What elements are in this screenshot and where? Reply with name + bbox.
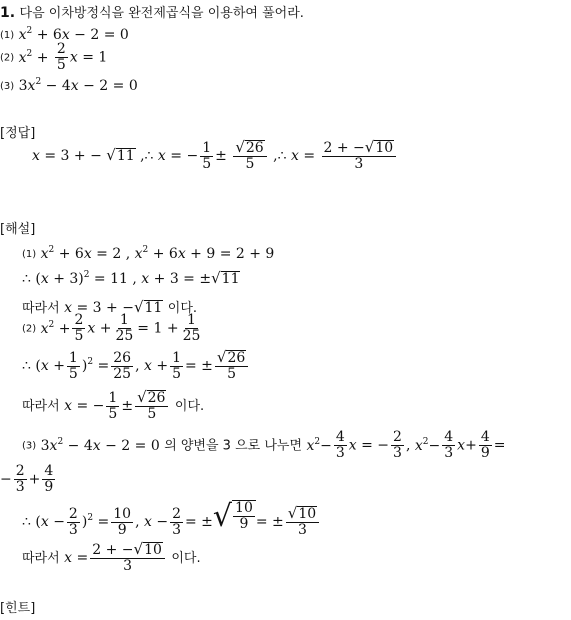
answer-separator: ,∴ bbox=[273, 148, 287, 164]
therefore-text: 따라서 bbox=[22, 551, 60, 566]
hint-header: [힌트] bbox=[0, 601, 36, 616]
explanation-p3-line2: − $\frac{2}{3}$ + $\frac{4}{9}$ bbox=[0, 463, 54, 495]
item-tag: (3) bbox=[0, 81, 15, 92]
answer-separator: ,∴ bbox=[140, 148, 154, 164]
explanation-p3-line1: (3) $3x^2 - 4x - 2 = 0$ 의 양변을 3 으로 나누면 $x^2-$ $\frac{4}{3}$ x = − $\frac{2}{3}$ , $x^2-$ $\frac{4}{3}$ x+ $\frac{4}{9}$ = bbox=[22, 429, 506, 461]
explanation-p1-line3: 따라서 x = 3 + − √ 11 이다. bbox=[22, 298, 198, 316]
problem-item-1: (1) $x^2 + 6x - 2 = 0$ bbox=[0, 26, 129, 43]
ida-text: 이다. bbox=[167, 301, 198, 316]
answer-header: [정답] bbox=[0, 126, 36, 141]
explanation-p2-line3: 따라서 x = − $\frac{1}{5}$ ± √ 26 5 이다. bbox=[22, 388, 205, 422]
item-tag: (2) bbox=[0, 52, 15, 64]
answer-line: x = 3 + − √ 11 ,∴ x = − $\frac{1}{5}$ ± √ 26 5 ,∴ x = 2 + − √ 10 3 bbox=[32, 140, 398, 172]
explanation-p2-line2: ∴ (x + $\frac{1}{5}$ )$^2$ = $\frac{26}{25}$ , x + $\frac{1}{5}$ = ± √ 26 5 bbox=[22, 350, 250, 382]
explanation-p2-line1: (2) $x^2$ + $\frac{2}{5}$ x + $\frac{1}{25}$ = 1 + $\frac{1}{25}$ bbox=[22, 312, 201, 344]
explanation-p3-line3: ∴ (x − $\frac{2}{3}$ )$^2$ = $\frac{10}{9}$ , x − $\frac{2}{3}$ = ± √ $\frac{10}{9}$ = ± √ 10 3 bbox=[22, 500, 321, 538]
problem-instruction: 다음 이차방정식을 완전제곱식을 이용하여 풀어라. bbox=[19, 6, 304, 21]
problem-title bbox=[0, 2, 304, 21]
item-tag: (3) bbox=[22, 440, 37, 452]
p3-text: 의 양변을 3 으로 나누면 bbox=[164, 438, 303, 454]
ida-text: 이다. bbox=[171, 551, 201, 566]
explanation-p1-line2: ∴ $(x + 3)^2 = 11$ , x + 3 = ± √ 11 bbox=[22, 269, 240, 287]
ida-text: 이다. bbox=[174, 399, 205, 414]
therefore-text: 따라서 bbox=[22, 301, 60, 316]
therefore-text: 따라서 bbox=[22, 399, 60, 414]
item-tag: (1) bbox=[0, 30, 15, 41]
explanation-p1-line1: (1) $x^2 + 6x = 2$ , $x^2 + 6x + 9 = 2 + 9$ bbox=[22, 245, 275, 262]
problem-number: 1. bbox=[0, 5, 16, 21]
explanation-header: [해설] bbox=[0, 222, 36, 237]
problem-item-3: (3) $3x^2 - 4x - 2 = 0$ bbox=[0, 77, 138, 94]
problem-item-2: (2) $x^2$ + $\frac{2}{5}$ x = 1 bbox=[0, 41, 108, 73]
item-tag: (1) bbox=[22, 249, 37, 260]
item-tag: (2) bbox=[22, 323, 37, 335]
explanation-p3-line4: 따라서 x = 2 + − √ 10 3 이다. bbox=[22, 540, 201, 574]
